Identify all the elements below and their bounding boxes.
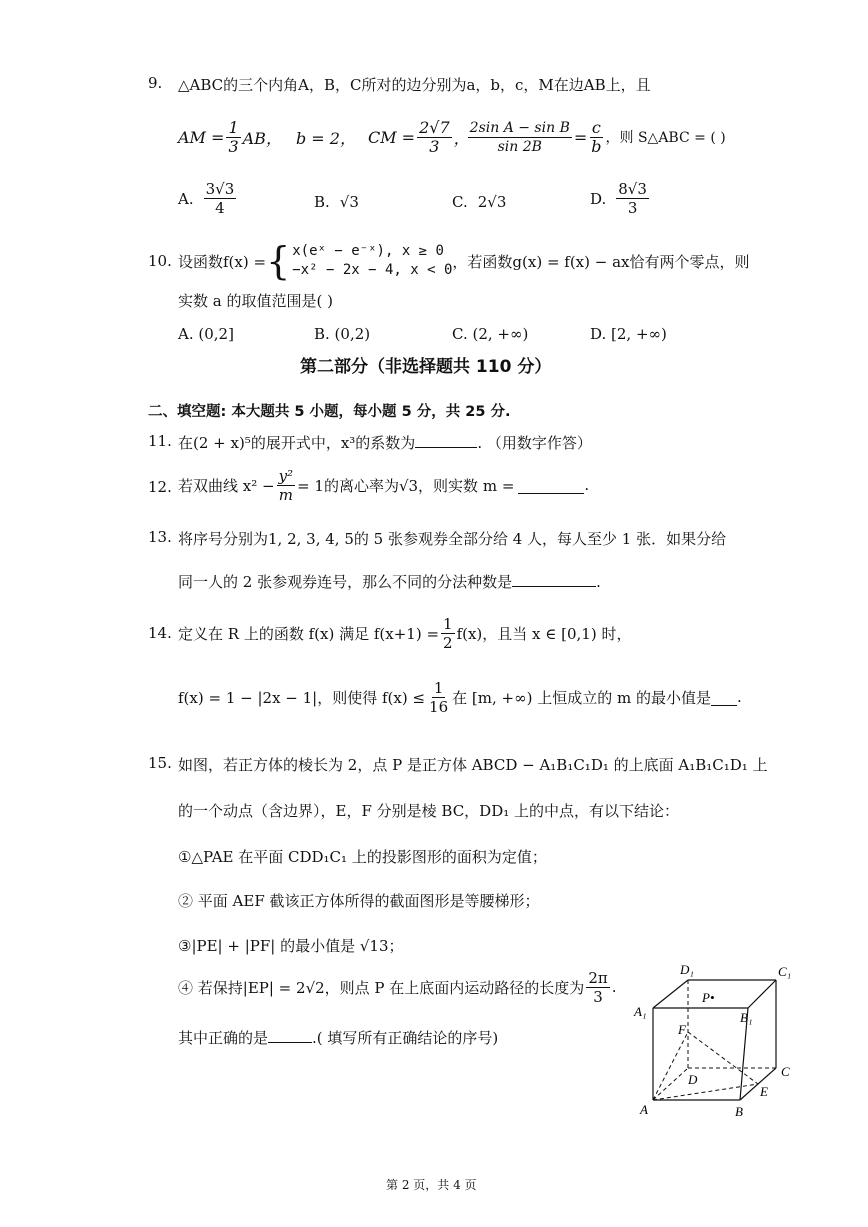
q14-answer-blank[interactable] [711,689,737,706]
cube-figure [628,960,800,1126]
q9-cond1: AM = [178,127,225,147]
q13-line2: 同一人的 2 张参观券连号，那么不同的分法种数是 . [178,573,601,591]
q9-option-c: C. 2√3 [452,193,507,211]
q10-option-d: D. [2, +∞) [590,325,667,343]
page-footer: 第 2 页，共 4 页 [386,1178,477,1192]
q15-conclusion-3: ③|PE| + |PF| 的最小值是 √13； [178,937,404,955]
label-D1: D₁ [680,962,694,977]
q10-piecewise: { x(eˣ − e⁻ˣ), x ≥ 0 −x² − 2x − 4, x < 0 [266,239,453,283]
q12-answer-blank[interactable] [518,477,584,494]
q9-cond3-fraction: $\frac{2√7}{3}$ [419,117,450,156]
q9-cond4-fraction: $\frac{\text{2sin A − sin B}}{\sin 2B}$ [469,119,570,155]
q11-text: 在(2 + x)⁵的展开式中，x³的系数为 . （用数字作答） [178,434,592,452]
q11-number: 11. [148,432,172,450]
q10-option-c: C. (2, +∞) [452,325,529,343]
q14-number: 14. [148,624,172,642]
label-B: B [735,1104,743,1119]
q9-cond3: CM = [367,127,416,147]
q11-answer-blank[interactable] [415,447,477,448]
label-E: E [760,1084,768,1099]
q14-line1: 定义在 R 上的函数 f(x) 满足 f(x+1) = $\frac{1}{2}$ f(x)，且当 x ∈ [0,1) 时， [178,614,632,652]
q9-option-a: A. $\frac{3√3}{4}$ [178,180,235,217]
label-B1: B₁ [740,1010,753,1025]
q9-number: 9. [148,74,163,92]
q15-answer-blank[interactable] [268,1042,312,1043]
q9-ask: ，则 S△ABC = ( ) [605,130,726,146]
q9-cond2: b = 2， [295,128,356,148]
q10-option-a: A. (0,2] [178,325,234,343]
label-P: P• [702,990,715,1005]
q15-conclusion-2: ② 平面 AEF 截该正方体所得的截面图形是等腰梯形； [178,892,540,910]
q15-conclusion-1: ①△PAE 在平面 CDD₁C₁ 上的投影图形的面积为定值； [178,848,547,866]
q9-cond1-fraction: $\frac{1}{3}$ [228,117,239,156]
q9-cond4-rhs: $\frac{c}{b}$ [591,117,602,156]
q9-stem: △ABC的三个内角A，B，C所对的边分别为a，b，c，M在边AB上，且 [178,76,651,94]
q14-fraction-half: $\frac{1}{2}$ [443,614,453,652]
q9-cond1-tail: AB， [242,128,282,148]
label-C: C [781,1064,790,1079]
q12-text: 若双曲线 x² − $\frac{\text{y²}}{m}$ = 1的离心率为√3，则实数 m = . [178,466,590,504]
q10-line1 [178,240,750,282]
label-D: D [688,1072,698,1087]
label-A1: A₁ [634,1004,647,1019]
section2-header: 二、填空题: 本大题共 5 小题，每小题 5 分，共 25 分. [148,404,511,420]
q10-tail: ，若函数g(x) = f(x) − ax恰有两个零点，则 [452,252,750,271]
q10-case1: x(eˣ − e⁻ˣ), x ≥ 0 [292,243,444,259]
q9-option-b: B. √3 [314,193,359,211]
q9-conditions: AM = $\frac{1}{3}$ AB， b = 2， CM = $\frac{2√7}{3}$ ， $\frac{\text{2sin A − sin B}}{\sin 2B}$ = $\frac{c}{b}$ ，则 S△ABC = ( ) [178,117,726,156]
q15-number: 15. [148,754,172,772]
label-F: F [678,1022,686,1037]
q15-fraction: $\frac{2\pi}{3}$ [588,968,608,1006]
q15-answer-line: 其中正确的是 .( 填写所有正确结论的序号) [178,1029,499,1047]
q12-number: 12. [148,478,172,496]
q13-answer-blank[interactable] [512,586,596,587]
q14-line2: f(x) = 1 − |2x − 1|，则使得 f(x) ≤ $\frac{1}{16}$ 在 [m, +∞) 上恒成立的 m 的最小值是 . [178,678,742,716]
q10-line2: 实数 a 的取值范围是( ) [178,292,333,310]
q9-option-d: D. $\frac{8√3}{3}$ [590,180,647,217]
label-C1: C₁ [778,964,792,979]
part2-title: 第二部分（非选择题共 110 分） [300,357,552,377]
q15-line1: 如图，若正方体的棱长为 2，点 P 是正方体 ABCD − A₁B₁C₁D₁ 的上底面 A₁B₁C₁D₁ 上 [178,756,768,774]
q10-case2: −x² − 2x − 4, x < 0 [292,262,453,278]
q13-number: 13. [148,528,172,546]
q10-lead: 设函数f(x) = [178,252,267,271]
q10-option-b: B. (0,2) [314,325,371,343]
label-A: A [640,1102,648,1117]
q12-fraction: $\frac{\text{y²}}{m}$ [278,466,294,504]
q13-line1: 将序号分别为1, 2, 3, 4, 5的 5 张参观券全部分给 4 人，每人至少 1 张．如果分给 [178,530,727,548]
q14-fraction-sixteenth: $\frac{1}{16}$ [429,678,449,716]
q15-conclusion-4: ④ 若保持|EP| = 2√2，则点 P 在上底面内运动路径的长度为 $\frac{2\pi}{3}$ . [178,968,617,1006]
q15-line2: 的一个动点（含边界），E，F 分别是棱 BC，DD₁ 上的中点，有以下结论： [178,802,680,820]
q10-number: 10. [148,252,172,270]
